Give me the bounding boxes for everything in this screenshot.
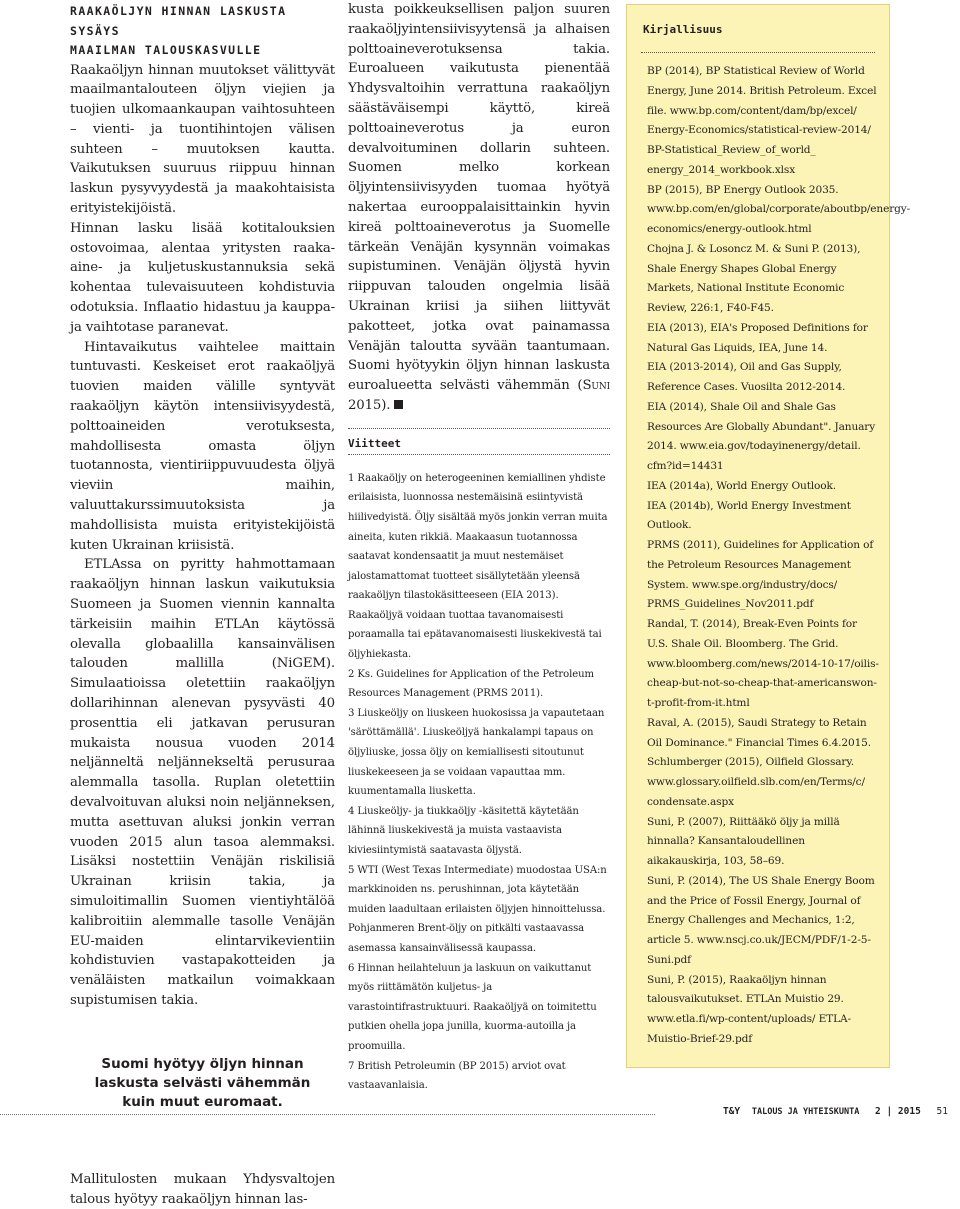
paragraph: Hinnan lasku lisää kotitalouksien ostovoimaa, alentaa yritysten raaka-aine- ja kuljetuskustannuksia sekä kohentaa tulevaisuuteen kohdistuvia odotuksia. Inflaatio hidastuu ja kauppa- ja vaihtotase paranevat. (70, 220, 335, 335)
footnote: 7 British Petroleumin (BP 2015) arviot ovat vastaavanlaisia. (348, 1060, 566, 1092)
magazine-abbrev: T&Y (722, 1106, 741, 1117)
end-mark-icon (394, 400, 403, 409)
references-sidebar (626, 4, 911, 1068)
paragraph (348, 0, 610, 416)
paragraph: Mallitulosten mukaan Yhdysvaltojen talous hyötyy raakaöljyn hinnan las- (70, 1171, 335, 1207)
reference-item: IEA (2014b), World Energy Investment Outlook. (647, 499, 851, 532)
reference-item: PRMS (2011), Guidelines for Application of the Petroleum Resources Management System. www.spe.org/industry/docs/ PRMS_Guidelines_Nov2011.pdf (647, 539, 874, 611)
paragraph: Hintavaikutus vaihtelee maittain tuntuvasti. Keskeiset erot raakaöljyä tuovien maiden välille syntyvät raakaöljyn käytön intensiivisyydestä, polttoaineiden verotuksesta, mahdollisesta omasta öljyn tuotannosta, vientiriippuvuudesta öljyä vieviin maihin, valuuttakurssimuutoksista ja mahdollisista muista erityistekijöistä kuten Ukrainan kriisistä. (70, 339, 335, 553)
reference-item: BP (2015), BP Energy Outlook 2035. www.bp.com/en/global/corporate/aboutbp/energy-economics/energy-outlook.html (647, 183, 911, 235)
reference-item: EIA (2013), EIA's Proposed Definitions for Natural Gas Liquids, IEA, June 14. (647, 321, 868, 354)
citation: Suni (582, 378, 610, 394)
issue-number: 2 | 2015 (875, 1106, 921, 1117)
reference-list (647, 62, 911, 1050)
footnote: 5 WTI (West Texas Intermediate) muodostaa USA:n markkinoiden ns. perushinnan, jota käytetään muiden laadultaan erilaisten öljyjen hinnoittelussa. Pohjanmeren Brent-öljy on pitkälti vastaavassa asemassa kansainvälisessä kaupassa. (348, 864, 607, 954)
page-number: 51 (936, 1106, 948, 1117)
reference-item: Randal, T. (2014), Break-Even Points for U.S. Shale Oil. Bloomberg. The Grid. www.bloomberg.com/news/2014-10-17/oilis-cheap-but-not-so-cheap-that-americanswon-t-profit-from-it.html (647, 618, 879, 709)
section-heading (70, 2, 335, 61)
footnote: 6 Hinnan heilahteluun ja laskuun on vaikuttanut myös riittämätön kuljetus- ja varastointifrastruktuuri. Raakaöljyä on toimitettu putkien ohella jopa junilla, kuorma-autoilla ja proomuilla. (348, 962, 597, 1052)
reference-item: Suni, P. (2007), Riittääkö öljy ja millä hinnalla? Kansantaloudellinen aikakauskirja, 103, 58–69. (647, 815, 840, 867)
section-heading-line2: MAAILMAN TALOUSKASVULLE (70, 43, 262, 57)
paragraph-end: 2015). (348, 397, 391, 413)
paragraph: ETLAssa on pyritty hahmottamaan raakaöljyn hinnan laskun vaikutuksia Suomeen ja Suomen viennin kannalta tärkeisiin maihin ETLAn käytössä olevalla globaalilla kansainvälisen talouden mallilla (NiGEM). Simulaatioissa oletettiin raakaöljyn dollarihinnan alenevan pysyvästi 40 prosenttia eli jatkavan perusuran mukaista nousua vuoden 2014 neljänneltä neljännekseltä perusuraa alemmalla tasolla. Ruplan oletettiin devalvoituvan aluksi noin neljänneksen, mutta asettuvan aluksi jonkin verran vuoden 2015 alun tasoa alemmaksi. Lisäksi nostettiin Venäjän riskilisiä Ukrainan kriisin takia, ja simuloitimallin Suomen vientiyhtälöä kalibroitiin alemmalle tasolle Venäjän EU-maiden elintarvikevientiin kohdistuvien vastapakotteiden ja venäläisten matkailun voimakkaan supistumisen takia. (70, 557, 335, 1008)
divider (348, 454, 610, 455)
column-2-text (348, 0, 610, 416)
footer-text (723, 1106, 948, 1117)
reference-item: Schlumberger (2015), Oilfield Glossary. www.glossary.oilfield.slb.com/en/Terms/c/ condensate.aspx (647, 756, 865, 808)
footnote: 1 Raakaöljy on heterogeeninen kemiallinen yhdiste erilaisista, luonnossa nestemäisinä esiintyvistä hiilivedyistä. Öljy sisältää myös jonkin verran muita aineita, kuten rikkiä. Maakaasun tuotannossa saatavat kondensaatit ja muut nestemäiset jalostamattomat tuotteet sisällytetään yleensä raakaöljyn tilastokäsitteeseen (EIA 2013). Raakaöljyä voidaan tuottaa tavanomaisesti poraamalla tai epätavanomaisesti liuskekivestä tai öljyhiekasta. (348, 472, 608, 661)
reference-item: EIA (2013-2014), Oil and Gas Supply, Reference Cases. Vuosilta 2012-2014. (647, 361, 846, 393)
reference-item: Suni, P. (2014), The US Shale Energy Boom and the Price of Fossil Energy, Journal of Energy Challenges and Mechanics, 1:2, article 5. www.nscj.co.uk/JECM/PDF/1-2-5-Suni.pdf (647, 874, 875, 966)
divider (348, 428, 610, 429)
footer-rule (0, 1114, 655, 1115)
column-2 (348, 0, 610, 1096)
pull-quote: Suomi hyötyy öljyn hinnan laskusta selvästi vähemmän kuin muut euromaat. (94, 1055, 311, 1110)
divider (641, 52, 875, 53)
footnote: 2 Ks. Guidelines for Application of the Petroleum Resources Management (PRMS 2011). (348, 668, 594, 700)
column-1 (70, 0, 335, 1209)
paragraph-text: kusta poikkeuksellisen paljon suuren raakaöljyintensiivisyytensä ja alhaisen polttoaineverotuksensa takia. Euroalueen vaikutusta pienentää Yhdysvaltoihin verrattuna raakaöljyn säästäväisempi käyttö, kireä polttoaineverotus ja euron devalvoituminen dollarin suhteen. Suomen melko korkean öljyintensiivisyyden tuomaa hyötyä nakertaa eurooppalaisittainkin hyvin kireä polttoaineverotus ja Suomelle tärkeän Venäjän kysynnän voimakas supistuminen. Venäjän öljystä hyvin riippuvan talouden ongelmia lisää Ukrainan kriisi ja siihen liittyvät pakotteet, jotka ovat painamassa Venäjän taloutta syvään taantumaan. Suomi hyötyykin öljyn hinnan laskusta euroalueetta selvästi vähemmän ( (348, 2, 610, 394)
reference-item: Raval, A. (2015), Saudi Strategy to Retain Oil Dominance." Financial Times 6.4.2015. (647, 716, 871, 749)
reference-item: Chojna J. & Losoncz M. & Suni P. (2013), Shale Energy Shapes Global Energy Markets, National Institute Economic Review, 226:1, F40-F45. (647, 242, 861, 314)
reference-item: EIA (2014), Shale Oil and Shale Gas Resources Are Globally Abundant". January 2014. www.eia.gov/todayinenergy/detail. cfm?id=14431 (647, 400, 876, 472)
notes-heading: Viitteet (348, 436, 401, 450)
column-1-text (70, 61, 335, 1011)
section-heading-line1: RAAKAÖLJYN HINNAN LASKUSTA SYSÄYS (70, 4, 287, 38)
reference-item: BP (2014), BP Statistical Review of World Energy, June 2014. British Petroleum. Excel file. www.bp.com/content/dam/bp/excel/ Energy-Economics/statistical-review-2014/ BP-Statistical_Review_of_world_ energy_2014_workbook.xlsx (647, 65, 877, 176)
reference-item: Suni, P. (2015), Raakaöljyn hinnan talousvaikutukset. ETLAn Muistio 29. www.etla.fi/wp-content/uploads/ ETLA-Muistio-Brief-29.pdf (647, 973, 851, 1045)
footnote: 3 Liuskeöljy on liuskeen huokosissa ja vapautetaan 'säröttämällä'. Liuskeöljyä hankalampi tapaus on öljyliuske, jossa öljy on kemiallisesti sitoutunut liuskekeeseen ja se voidaan vapauttaa mm. kuumentamalla liusketta. (348, 707, 605, 798)
paragraph: Raakaöljyn hinnan muutokset välittyvät maailmantalouteen öljyn viejien ja tuojien ulkomaankaupan vaihtosuhteen – vienti- ja tuontihintojen välisen suhteen – muutoksen kautta. Vaikutuksen suuruus riippuu hinnan laskun pysyvyydestä ja maakohtaisista erityistekijöistä. (70, 62, 335, 217)
reference-item: IEA (2014a), World Energy Outlook. (647, 479, 836, 492)
footnotes (348, 469, 610, 1096)
footnote: 4 Liuskeöljy- ja tiukkaöljy -käsitettä käytetään lähinnä liuskekivestä ja muista vastaavista kiviesiintymistä saatavasta öljystä. (348, 805, 579, 857)
sidebar-heading: Kirjallisuus (643, 23, 723, 36)
column-1-bottom-text (70, 1170, 335, 1209)
magazine-name: TALOUS JA YHTEISKUNTA (751, 1107, 860, 1117)
page-footer (0, 1106, 960, 1126)
